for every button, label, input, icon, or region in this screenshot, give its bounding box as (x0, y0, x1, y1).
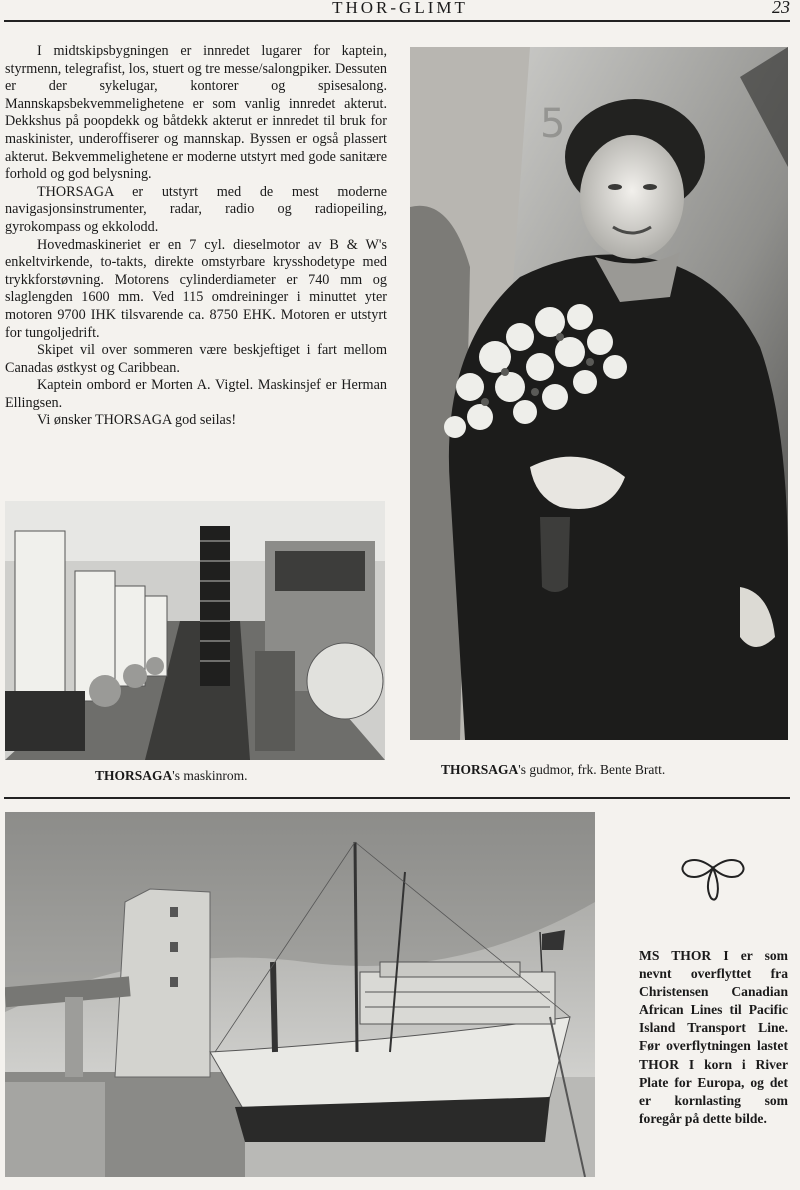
article-paragraph: Skipet vil over sommeren være beskjeftiget i fart mellom Canadas østkyst og Caribbean. (5, 342, 387, 376)
ship-photo (5, 812, 595, 1177)
ornament-icon (678, 856, 748, 909)
godmother-photo (410, 47, 788, 740)
article-paragraph: I midtskipsbygningen er innredet lugarer for kaptein, styrmenn, telegrafist, los, stuert og tre messe/salongpiker. Dessuten er der sykelugar, kontorer og spisesalong. Mannskapsbekvemmelighetene er som vanlig innredet akterut. Dekkshus på poopdekk og båtdekk akterut er innredet til bruk for maskinister, underoffiserer og mannskap. Byssen er også plassert akterut. Bekvemmelighetene er moderne utstyrt med gode sanitære forhold og god belysning. (5, 43, 387, 183)
article-paragraph: THORSAGA er utstyrt med de mest moderne navigasjonsinstrumenter, radar, radio og radiopeiling, gyrokompass og ekkolodd. (5, 183, 387, 235)
godmother-caption: THORSAGA's gudmor, frk. Bente Bratt. (441, 762, 666, 777)
section-rule (4, 797, 790, 799)
page-number: 23 (772, 0, 790, 17)
svg-text:5: 5 (540, 101, 566, 147)
article-text (5, 43, 387, 430)
article-paragraph: Vi ønsker THORSAGA god seilas! (37, 412, 237, 429)
engine-room-photo (5, 501, 385, 760)
ship-caption: MS THOR I er som nevnt overflyttet fra Christensen Canadian African Lines til Pacific Island Transport Line. Før overflytningen lastet THOR I korn i River Plate for Europa, og det er kornlasting som foregår på dette bilde. (639, 948, 788, 1126)
article-paragraph: Kaptein ombord er Morten A. Vigtel. Maskinsjef er Herman Ellingsen. (5, 377, 387, 411)
header-rule (4, 20, 790, 22)
engine-room-caption: THORSAGA's maskinrom. (95, 768, 248, 783)
magazine-title: THOR-GLIMT (332, 0, 468, 17)
article-paragraph: Hovedmaskineriet er en 7 cyl. dieselmotor av B & W's enkeltvirkende, to-takts, direkte omstyrbare krysshodetype med trykkforstøvning. Motorens cylinderdiameter er 740 mm og slaglengden 1600 mm. Ved 115 omdreininger i minuttet yter motoren 9700 IHK tilsvarende ca. 8750 EHK. Motoren er utstyrt for tungoljedrift. (5, 236, 387, 341)
page-header (0, 0, 800, 22)
